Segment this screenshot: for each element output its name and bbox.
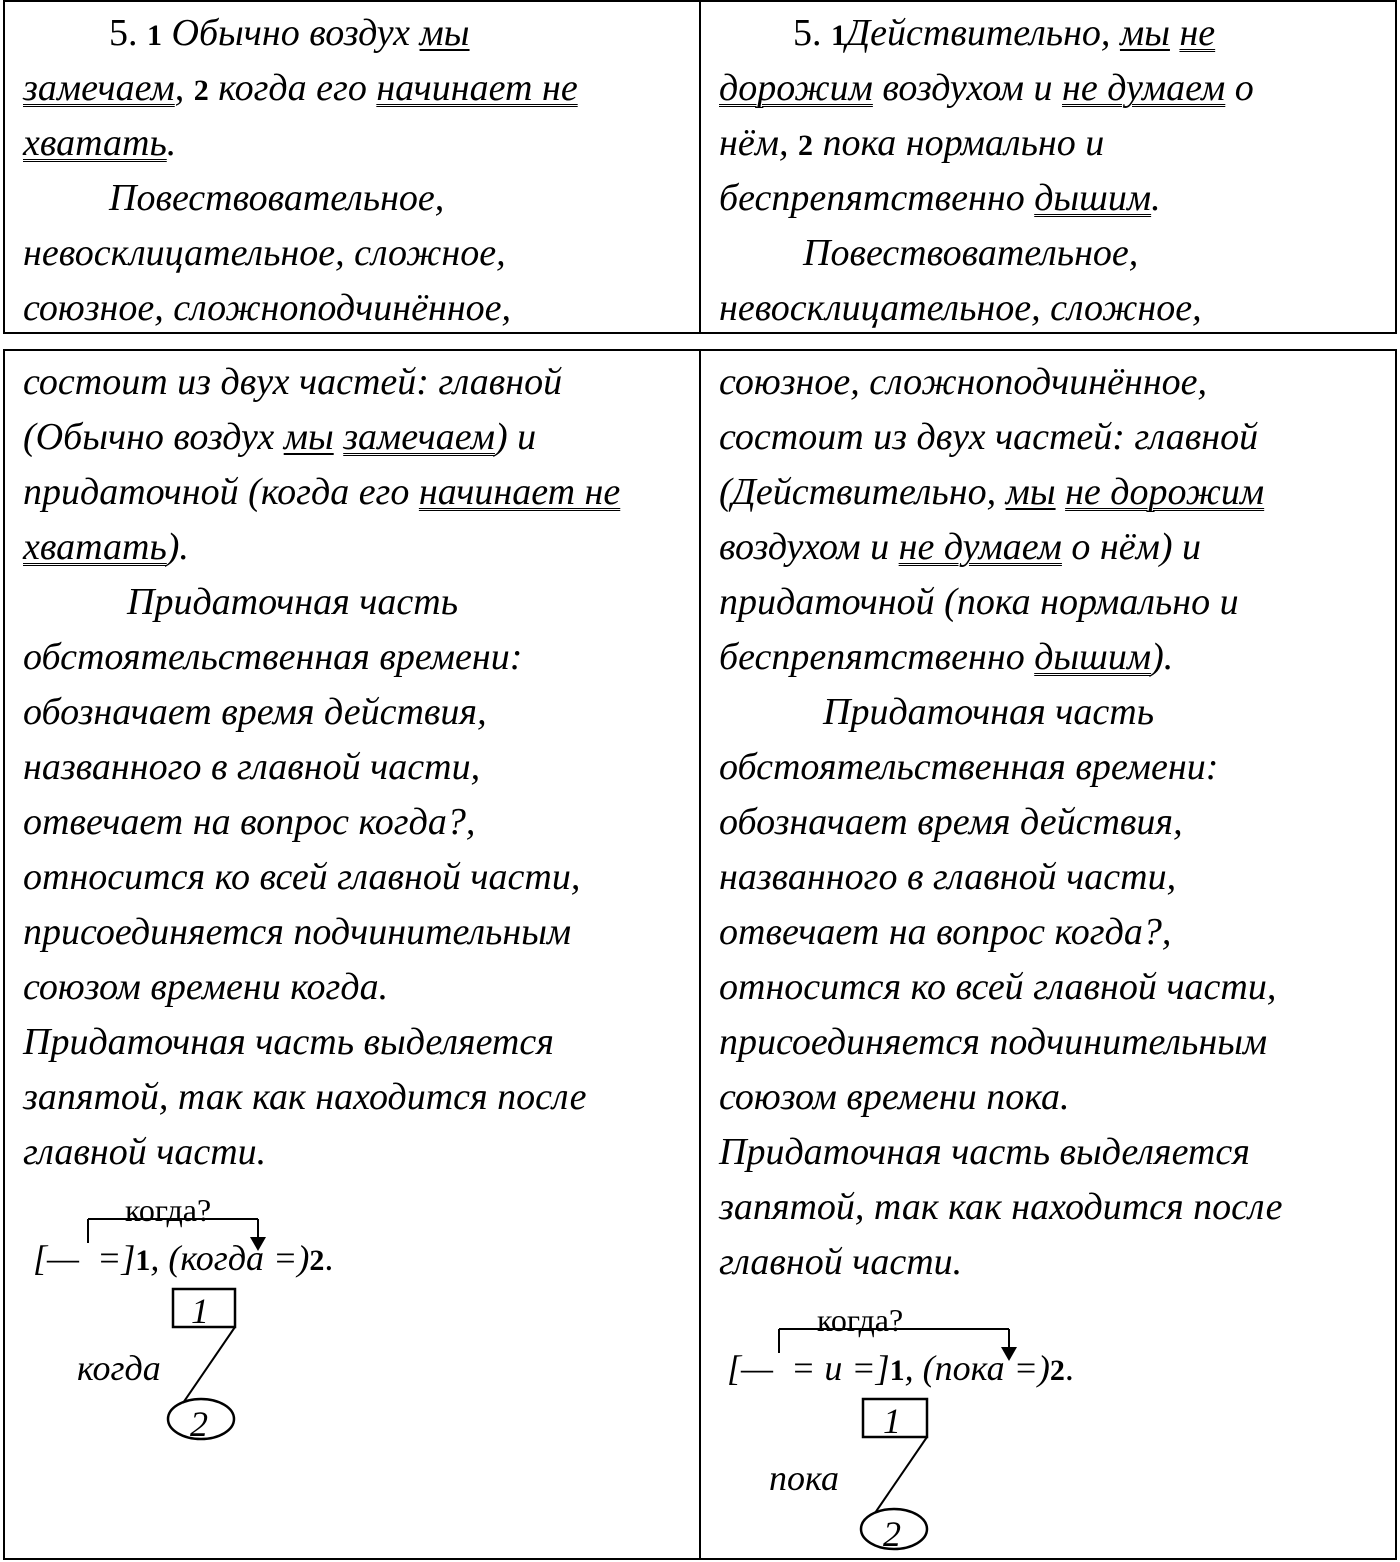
text-line: союзное, сложноподчинённое, [719, 361, 1208, 403]
text-line: названного в главной части, [23, 746, 481, 788]
text: (Действительно, [719, 471, 997, 513]
predicate: дышим [1034, 177, 1152, 219]
predicate: не думаем [1062, 67, 1226, 109]
scheme-lines [727, 1291, 1167, 1551]
scheme-formula [727, 1341, 1074, 1398]
task-number: 5. [793, 12, 822, 54]
subject: мы [419, 12, 470, 54]
text-line: названного в главной части, [719, 856, 1177, 898]
text-line: обозначает время действия, [23, 691, 487, 733]
scheme-conjunction: когда [77, 1348, 161, 1388]
text: о [1234, 67, 1254, 109]
text-line [23, 520, 699, 575]
text: [— [33, 1238, 80, 1278]
subject: мы [1005, 471, 1056, 513]
text-line [719, 6, 1395, 61]
scheme-question: когда? [817, 1302, 904, 1338]
part-number: 1 [135, 1244, 151, 1277]
text-line: невосклицательное, сложное, [23, 232, 506, 274]
scheme-formula [33, 1231, 333, 1288]
text-line: относится ко всей главной части, [23, 856, 581, 898]
text-line: главной части. [23, 1131, 267, 1173]
sentence-scheme [33, 1181, 453, 1444]
text: воздухом и [882, 67, 1053, 109]
text-line [719, 465, 1395, 520]
predicate: дышим [1034, 636, 1152, 678]
scheme-box-number: 1 [191, 1291, 209, 1331]
text-line [719, 685, 1395, 740]
text-line [23, 575, 699, 630]
predicate: не [1179, 12, 1216, 54]
predicate: хватать [23, 122, 167, 164]
text: Обычно воздух [171, 12, 411, 54]
text: беспрепятственно [719, 636, 1025, 678]
text: [— [727, 1348, 774, 1388]
text-line [23, 6, 699, 61]
text: воздухом и [719, 526, 890, 568]
text-line [23, 465, 699, 520]
text-line [23, 171, 699, 226]
text-line: отвечает на вопрос когда?, [719, 911, 1172, 953]
text-line: союзом времени пока. [719, 1076, 1070, 1118]
scheme-box-number: 1 [883, 1401, 901, 1441]
predicate: дорожим [719, 67, 873, 109]
predicate: не думаем [898, 526, 1062, 568]
text: , [174, 67, 185, 109]
scheme-circle-number: 2 [883, 1514, 901, 1554]
text: Действительно, [846, 12, 1111, 54]
part-number: 1 [147, 19, 162, 52]
text-line: придаточной (пока нормально и [719, 581, 1239, 623]
text: ) и [494, 416, 537, 458]
table-top-right-cell [701, 2, 1395, 332]
text-line: союзом времени когда. [23, 966, 389, 1008]
part-number: 2 [797, 129, 813, 162]
text: Придаточная часть [823, 691, 1154, 733]
scheme-lines [33, 1181, 453, 1441]
table-bottom [3, 349, 1397, 1560]
text-line [23, 410, 699, 465]
text-line: обозначает время действия, [719, 801, 1183, 843]
text-line: запятой, так как находится после [23, 1076, 587, 1118]
predicate: замечаем [23, 67, 175, 109]
text-line [719, 520, 1395, 575]
subject: мы [283, 416, 334, 458]
text-line [719, 116, 1395, 171]
text: Повествовательное, [109, 177, 445, 219]
text-line: запятой, так как находится после [719, 1186, 1283, 1228]
text-line: союзное, сложноподчинённое, [23, 287, 512, 329]
text-line [719, 171, 1395, 226]
text-line [719, 226, 1395, 281]
predicate: не дорожим [1065, 471, 1265, 513]
table-top-left-cell [5, 2, 701, 332]
table-top [3, 0, 1397, 334]
predicate: начинает не [418, 471, 621, 513]
text-line: отвечает на вопрос когда?, [23, 801, 476, 843]
text-line: Придаточная часть выделяется [23, 1021, 554, 1063]
text: Повествовательное, [803, 232, 1139, 274]
text-line: невосклицательное, сложное, [719, 287, 1202, 329]
text: ). [1151, 636, 1174, 678]
text: о нём) и [1071, 526, 1202, 568]
text-line [719, 630, 1395, 685]
scheme-circle-number: 2 [190, 1404, 208, 1444]
text: придаточной (когда его [23, 471, 410, 513]
text: . [166, 122, 177, 164]
text: беспрепятственно [719, 177, 1025, 219]
text: = и =] [791, 1348, 890, 1388]
text: , (пока =) [904, 1348, 1050, 1388]
text-line: присоединяется подчинительным [23, 911, 572, 953]
text-line: Придаточная часть выделяется [719, 1131, 1250, 1173]
text-line: состоит из двух частей: главной [23, 361, 563, 403]
predicate: хватать [23, 526, 167, 568]
text: нём, [719, 122, 789, 164]
text: =] [97, 1238, 136, 1278]
text-line [719, 61, 1395, 116]
text-line: обстоятельственная времени: [23, 636, 523, 678]
part-number: 1 [831, 19, 846, 52]
text: , (когда =) [150, 1238, 310, 1278]
text: . [1151, 177, 1161, 219]
text: Придаточная часть [127, 581, 458, 623]
scheme-question: когда? [125, 1192, 212, 1228]
predicate: начинает не [376, 67, 578, 109]
text: ). [166, 526, 189, 568]
text-line: присоединяется подчинительным [719, 1021, 1268, 1063]
table-bottom-left-cell [5, 351, 701, 1558]
text-line [23, 116, 699, 171]
text: (Обычно воздух [23, 416, 275, 458]
text: пока нормально и [822, 122, 1105, 164]
text: . [1064, 1348, 1074, 1388]
predicate: замечаем [343, 416, 495, 458]
part-number: 2 [309, 1244, 325, 1277]
text-line: обстоятельственная времени: [719, 746, 1219, 788]
scheme-conjunction: пока [769, 1458, 839, 1498]
text-line [23, 61, 699, 116]
subject: мы [1119, 12, 1170, 54]
text: . [324, 1238, 334, 1278]
sentence-scheme [727, 1291, 1167, 1554]
task-number: 5. [109, 12, 138, 54]
text-line: состоит из двух частей: главной [719, 416, 1259, 458]
part-number: 1 [889, 1354, 905, 1387]
text-line: относится ко всей главной части, [719, 966, 1277, 1008]
text-line: главной части. [719, 1241, 963, 1283]
part-number: 2 [193, 74, 209, 107]
table-bottom-right-cell [701, 351, 1395, 1558]
text: когда его [218, 67, 367, 109]
part-number: 2 [1049, 1354, 1065, 1387]
